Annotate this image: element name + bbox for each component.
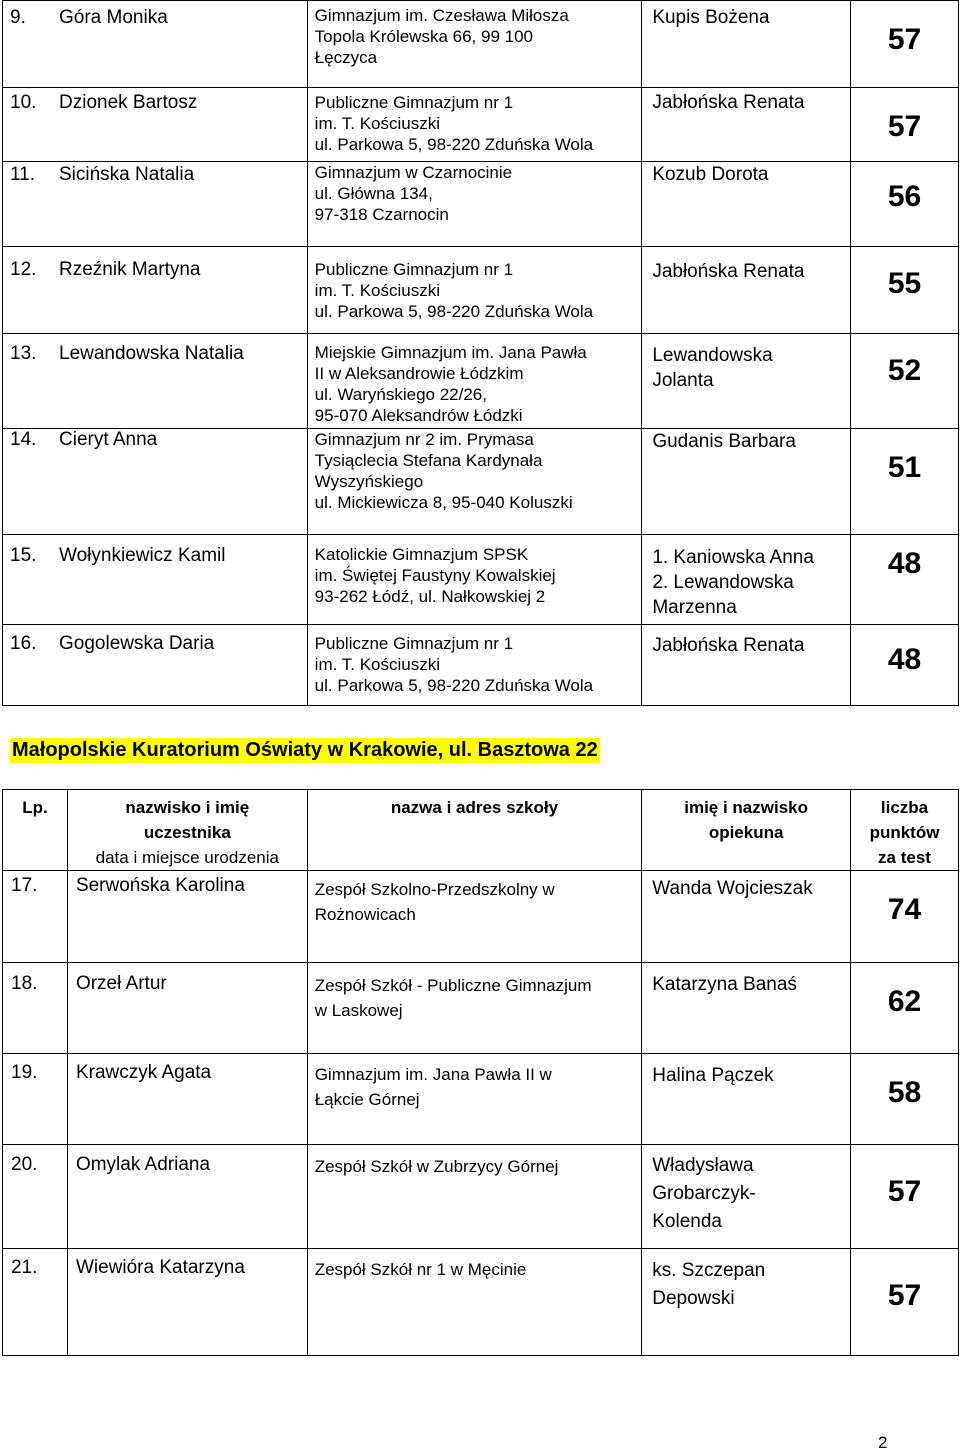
row-number: 12. (10, 259, 37, 280)
school-cell-inner (308, 1, 642, 87)
tutor-line: Depowski (652, 1288, 735, 1309)
lp-cell (3, 1249, 68, 1356)
points-cell-inner (851, 871, 958, 962)
lp-cell (3, 1054, 68, 1145)
tutor-cell-inner (642, 1, 850, 87)
participant-name: Omylak Adriana (75, 1154, 211, 1175)
school-cell-inner (308, 247, 642, 333)
tutor-cell (642, 162, 851, 247)
points-value: 57 (887, 110, 922, 143)
table-row (3, 625, 959, 706)
school-cell (307, 535, 642, 625)
tutor-cell-inner (642, 1054, 850, 1144)
points-cell (851, 247, 959, 334)
school-address (315, 92, 593, 155)
tutor-line: 2. Lewandowska (652, 572, 794, 593)
table-row (3, 1249, 959, 1356)
school-address (315, 429, 573, 513)
table-row (3, 334, 959, 429)
table-row (3, 535, 959, 625)
points-cell-inner (851, 1145, 958, 1248)
school-line: 95-070 Aleksandrów Łódzki (314, 406, 523, 425)
lp-cell-inner (3, 1249, 67, 1355)
header-name-sub: data i miejsce urodzenia (95, 848, 279, 867)
header-school-label: nazwa i adres szkoły (390, 798, 559, 817)
tutor-name (652, 1062, 773, 1090)
participant-cell-inner (3, 625, 307, 705)
participant-cell-inner (68, 1054, 307, 1144)
lp-cell-inner (3, 871, 67, 962)
school-address (315, 877, 555, 927)
points-cell (851, 334, 959, 429)
tutor-line: Jolanta (652, 370, 714, 391)
tutor-cell (642, 429, 851, 535)
table-row (3, 871, 959, 963)
school-cell (307, 162, 642, 247)
participant-name: Rzeźnik Martyna (59, 259, 201, 280)
tutor-cell (642, 963, 851, 1054)
row-number: 17. (11, 875, 38, 896)
school-line: Zespół Szkół nr 1 w Męcinie (314, 1260, 527, 1279)
tutor-cell (642, 1, 851, 88)
participant-cell-inner (68, 963, 307, 1053)
tutor-line: Lewandowska (652, 345, 773, 366)
points-cell-inner (851, 625, 958, 705)
table-row (3, 1145, 959, 1249)
header-row (3, 790, 959, 871)
school-line: Gimnazjum im. Jana Pawła II w (314, 1065, 552, 1084)
school-line: Katolickie Gimnazjum SPSK (314, 545, 529, 564)
table-row (3, 1054, 959, 1145)
table-row (3, 429, 959, 535)
points-value: 74 (887, 893, 922, 926)
tutor-cell-inner (642, 334, 850, 428)
school-line: Zespół Szkół - Publiczne Gimnazjum (314, 976, 592, 995)
results-table-bottom (2, 789, 959, 1356)
tutor-cell-inner (642, 1145, 850, 1248)
tutor-cell (642, 1054, 851, 1145)
tutor-cell (642, 1249, 851, 1356)
school-line: im. T. Kościuszki (314, 281, 440, 300)
participant-cell (3, 247, 308, 334)
tutor-line: Marzenna (652, 597, 737, 618)
participant-cell (67, 871, 307, 963)
participant-name: Wiewióra Katarzyna (75, 1257, 245, 1278)
tutor-cell (642, 871, 851, 963)
points-cell (851, 429, 959, 535)
participant-cell (67, 1249, 307, 1356)
tutor-line: Kolenda (652, 1211, 722, 1232)
header-name (67, 790, 307, 871)
participant-cell (3, 535, 308, 625)
tutor-name (652, 971, 797, 999)
participant-cell-inner (68, 1145, 307, 1248)
participant-cell-inner (3, 429, 307, 534)
header-tutor (642, 790, 851, 871)
tutor-name (652, 162, 768, 187)
participant-name: Lewandowska Natalia (59, 343, 244, 364)
tutor-cell-inner (642, 625, 850, 705)
tutor-line: 1. Kaniowska Anna (652, 547, 814, 568)
school-address (315, 162, 512, 225)
participant-cell (3, 1, 308, 88)
school-cell (307, 871, 642, 963)
points-cell (851, 162, 959, 247)
participant-cell-inner (3, 334, 307, 428)
school-cell (307, 1145, 642, 1249)
school-line: Gimnazjum w Czarnocinie (314, 163, 513, 182)
school-line: ul. Parkowa 5, 98-220 Zduńska Wola (314, 302, 594, 321)
participant-cell (3, 162, 308, 247)
participant-cell (67, 1145, 307, 1249)
points-value: 56 (887, 180, 922, 213)
row-number: 15. (10, 545, 37, 566)
tutor-name (652, 90, 804, 115)
participant-name: Dzionek Bartosz (59, 92, 198, 113)
row-number: 10. (10, 92, 37, 113)
school-cell-inner (308, 334, 642, 428)
tutor-line: Halina Pączek (652, 1065, 774, 1086)
points-cell-inner (851, 334, 958, 428)
school-cell (307, 625, 642, 706)
participant-cell-inner (3, 88, 307, 161)
points-cell (851, 963, 959, 1054)
table-row (3, 247, 959, 334)
points-cell-inner (851, 1, 958, 87)
participant-cell (3, 88, 308, 162)
school-line: ul. Parkowa 5, 98-220 Zduńska Wola (314, 135, 594, 154)
header-lp-label: Lp. (22, 798, 48, 817)
header-tutor-line-1: imię i nazwisko (684, 798, 808, 817)
row-number: 9. (10, 7, 26, 28)
tutor-name (652, 875, 813, 903)
row-number: 18. (11, 973, 38, 994)
tutor-name (652, 5, 769, 30)
points-cell (851, 1145, 959, 1249)
school-address (315, 1062, 552, 1112)
table-row (3, 1, 959, 88)
school-cell (307, 429, 642, 535)
points-cell (851, 535, 959, 625)
school-address (315, 633, 593, 696)
points-cell (851, 871, 959, 963)
school-address (315, 1257, 527, 1282)
school-cell-inner (308, 871, 642, 962)
participant-name: Serwońska Karolina (75, 875, 245, 896)
points-value: 55 (887, 267, 922, 300)
points-cell-inner (851, 162, 958, 246)
school-cell-inner (308, 162, 642, 246)
tutor-line: Grobarczyk- (652, 1183, 756, 1204)
points-cell-inner (851, 963, 958, 1053)
school-cell (307, 1, 642, 88)
points-value: 58 (887, 1076, 922, 1109)
row-number: 13. (10, 343, 37, 364)
points-cell (851, 1054, 959, 1145)
school-address (315, 5, 569, 68)
tutor-name (652, 633, 804, 658)
lp-cell-inner (3, 1054, 67, 1144)
tutor-cell (642, 535, 851, 625)
participant-cell (67, 963, 307, 1054)
school-line: im. Świętej Faustyny Kowalskiej (314, 566, 556, 585)
school-line: Publiczne Gimnazjum nr 1 (314, 634, 514, 653)
tutor-line: Gudanis Barbara (652, 431, 796, 452)
participant-name: Orzeł Artur (75, 973, 167, 994)
lp-cell (3, 871, 68, 963)
header-points (851, 790, 959, 871)
participant-cell (3, 429, 308, 535)
school-cell-inner (308, 1145, 642, 1248)
section-title: Małopolskie Kuratorium Oświaty w Krakowie, ul. Basztowa 22 (12, 739, 598, 761)
tutor-cell-inner (642, 88, 850, 161)
participant-name: Góra Monika (59, 7, 168, 28)
header-points-line-2: punktów (869, 823, 940, 842)
school-line: im. T. Kościuszki (314, 114, 440, 133)
participant-name: Gogolewska Daria (59, 633, 215, 654)
participant-cell (67, 1054, 307, 1145)
school-cell-inner (308, 1249, 642, 1355)
tutor-line: ks. Szczepan (652, 1260, 766, 1281)
tutor-name (652, 343, 772, 393)
participant-cell-inner (68, 1249, 307, 1355)
points-value: 52 (887, 354, 922, 387)
points-cell-inner (851, 247, 958, 333)
row-number: 14. (10, 429, 37, 450)
points-value: 57 (887, 1279, 922, 1312)
row-number: 11. (10, 164, 36, 185)
participant-cell (3, 334, 308, 429)
school-line: Publiczne Gimnazjum nr 1 (314, 260, 514, 279)
points-value: 48 (887, 547, 922, 580)
school-cell-inner (308, 88, 642, 161)
tutor-name (652, 259, 804, 284)
school-line: Miejskie Gimnazjum im. Jana Pawła (314, 343, 587, 362)
tutor-cell (642, 625, 851, 706)
lp-cell (3, 1145, 68, 1249)
table-row (3, 963, 959, 1054)
school-cell (307, 247, 642, 334)
header-name-line-2: uczestnika (143, 823, 231, 842)
school-line: Rożnowicach (314, 905, 416, 924)
header-tutor-line-2: opiekuna (708, 823, 784, 842)
participant-name: Krawczyk Agata (75, 1062, 212, 1083)
school-cell (307, 334, 642, 429)
school-cell-inner (308, 1054, 642, 1144)
school-address (315, 342, 587, 426)
row-number: 19. (11, 1062, 38, 1083)
lp-cell-inner (3, 1145, 67, 1248)
tutor-line: Kupis Bożena (652, 7, 770, 28)
school-line: ul. Parkowa 5, 98-220 Zduńska Wola (314, 676, 594, 695)
tutor-cell-inner (642, 535, 850, 624)
tutor-cell (642, 1145, 851, 1249)
points-value: 62 (887, 985, 922, 1018)
tutor-cell-inner (642, 963, 850, 1053)
tutor-cell (642, 88, 851, 162)
tutor-cell-inner (642, 247, 850, 333)
tutor-cell-inner (642, 871, 850, 962)
school-cell (307, 1249, 642, 1356)
school-line: Gimnazjum im. Czesława Miłosza (314, 6, 569, 25)
tutor-cell-inner (642, 429, 850, 534)
school-line: 97-318 Czarnocin (314, 205, 449, 224)
points-cell-inner (851, 535, 958, 624)
results-table-top (2, 0, 959, 706)
school-line: ul. Waryńskiego 22/26, (314, 385, 487, 404)
lp-cell-inner (3, 963, 67, 1053)
tutor-line: Jabłońska Renata (652, 635, 805, 656)
school-cell (307, 88, 642, 162)
points-cell (851, 1249, 959, 1356)
school-cell-inner (308, 963, 642, 1053)
participant-name: Sicińska Natalia (59, 164, 195, 185)
school-address (315, 973, 592, 1023)
participant-cell (3, 625, 308, 706)
school-line: ul. Główna 134, (314, 184, 433, 203)
school-line: w Laskowej (314, 1001, 403, 1020)
tutor-cell-inner (642, 162, 850, 246)
tutor-line: Katarzyna Banaś (652, 974, 797, 995)
school-line: ul. Mickiewicza 8, 95-040 Koluszki (314, 493, 573, 512)
header-name-line-1: nazwisko i imię (125, 798, 250, 817)
points-cell-inner (851, 88, 958, 161)
tutor-name (652, 1152, 755, 1236)
tutor-line: Jabłońska Renata (652, 92, 805, 113)
school-line: Publiczne Gimnazjum nr 1 (314, 93, 514, 112)
school-cell (307, 1054, 642, 1145)
points-value: 57 (887, 23, 922, 56)
points-cell-inner (851, 1054, 958, 1144)
header-lp (3, 790, 68, 871)
points-cell-inner (851, 1249, 958, 1355)
table-row (3, 162, 959, 247)
page-number: 2 (878, 1433, 888, 1452)
tutor-cell (642, 334, 851, 429)
school-line: Topola Królewska 66, 99 100 (314, 27, 533, 46)
points-value: 51 (887, 451, 922, 484)
school-line: im. T. Kościuszki (314, 655, 440, 674)
school-cell-inner (308, 429, 642, 534)
school-cell (307, 963, 642, 1054)
school-line: Tysiąclecia Stefana Kardynała (314, 451, 543, 470)
tutor-cell-inner (642, 1249, 850, 1355)
school-line: II w Aleksandrowie Łódzkim (314, 364, 524, 383)
participant-name: Cieryt Anna (59, 429, 158, 450)
table-row (3, 88, 959, 162)
school-address (315, 259, 593, 322)
participant-cell-inner (3, 535, 307, 624)
tutor-line: Kozub Dorota (652, 164, 769, 185)
school-line: Wyszyńskiego (314, 472, 424, 491)
tutor-name (652, 1257, 765, 1313)
school-line: 93-262 Łódź, ul. Nałkowskiej 2 (314, 587, 546, 606)
school-address (315, 1154, 559, 1179)
school-cell-inner (308, 535, 642, 624)
header-school (307, 790, 642, 871)
school-line: Gimnazjum nr 2 im. Prymasa (314, 430, 534, 449)
points-cell (851, 1, 959, 88)
school-line: Zespół Szkolno-Przedszkolny w (314, 880, 555, 899)
lp-cell (3, 963, 68, 1054)
row-number: 21. (11, 1257, 38, 1278)
header-points-line-3: za test (878, 848, 931, 867)
header-points-line-1: liczba (880, 798, 929, 817)
points-cell (851, 625, 959, 706)
points-cell-inner (851, 429, 958, 534)
tutor-line: Jabłońska Renata (652, 261, 805, 282)
row-number: 16. (10, 633, 37, 654)
tutor-cell (642, 247, 851, 334)
school-line: Łąkcie Górnej (314, 1090, 420, 1109)
participant-cell-inner (3, 162, 307, 246)
participant-cell-inner (3, 1, 307, 87)
tutor-name (652, 429, 796, 454)
tutor-line: Władysława (652, 1155, 754, 1176)
school-cell-inner (308, 625, 642, 705)
participant-cell-inner (68, 871, 307, 962)
points-value: 57 (887, 1175, 922, 1208)
points-cell (851, 88, 959, 162)
points-value: 48 (887, 643, 922, 676)
school-address (315, 544, 556, 607)
tutor-line: Wanda Wojcieszak (652, 878, 813, 899)
school-line: Łęczyca (314, 48, 378, 67)
tutor-name (652, 545, 814, 620)
school-line: Zespół Szkół w Zubrzycy Górnej (314, 1157, 559, 1176)
participant-name: Wołynkiewicz Kamil (59, 545, 226, 566)
row-number: 20. (11, 1154, 38, 1175)
participant-cell-inner (3, 247, 307, 333)
